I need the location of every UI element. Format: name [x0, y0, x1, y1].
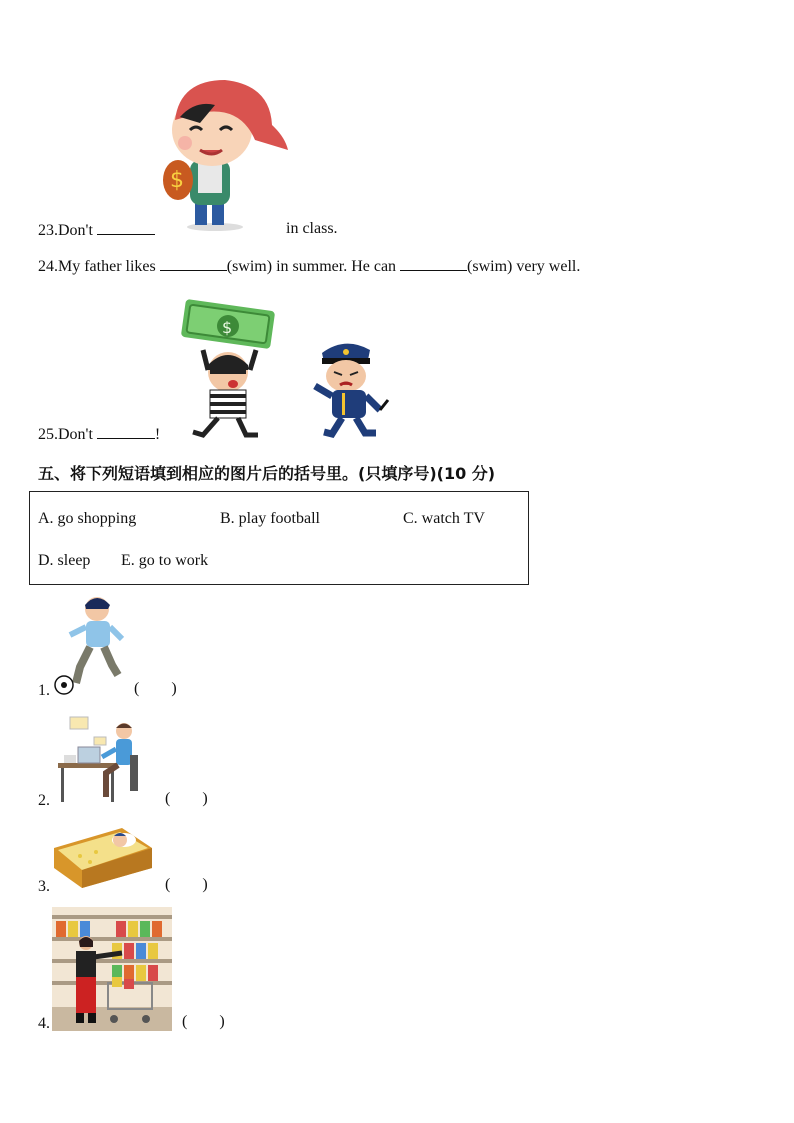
answer-blank[interactable]	[97, 424, 155, 439]
svg-text:$: $	[222, 318, 233, 337]
question-number: 23.	[38, 222, 58, 239]
boy-football-icon	[52, 595, 127, 695]
answer-paren-3[interactable]: ( )	[165, 876, 208, 893]
thief-with-money-icon	[178, 300, 278, 440]
answer-paren-2[interactable]: ( )	[165, 790, 208, 807]
question-number: 24.	[38, 258, 58, 275]
answer-blank[interactable]	[160, 256, 227, 271]
answer-blank[interactable]	[400, 256, 467, 271]
options-box	[29, 491, 529, 585]
option-e: E. go to work	[121, 552, 209, 569]
police-officer-icon	[310, 338, 395, 438]
option-d: D. sleep	[38, 552, 91, 569]
option-c: C. watch TV	[403, 510, 485, 527]
svg-text:$: $	[170, 168, 184, 193]
answer-blank[interactable]	[97, 220, 155, 235]
option-b: B. play football	[220, 510, 320, 527]
item-number-3: 3.	[38, 878, 50, 895]
question-23-ending: in class.	[286, 220, 338, 237]
item-number-2: 2.	[38, 792, 50, 809]
answer-paren-1[interactable]: ( )	[134, 680, 177, 697]
item-number-1: 1.	[38, 682, 50, 699]
woman-shopping-icon	[52, 907, 172, 1031]
man-office-desk-icon	[56, 715, 151, 805]
option-a: A. go shopping	[38, 510, 137, 527]
section-heading: 五、将下列短语填到相应的图片后的括号里。(只填序号)(10 分)	[38, 464, 496, 483]
question-23: 23.Don't	[38, 220, 155, 240]
item-number-4: 4.	[38, 1015, 50, 1032]
child-sleeping-icon	[52, 818, 154, 890]
question-25: 25.Don't !	[38, 426, 161, 443]
question-24: 24.My father likes (swim) in summer. He can (swim) very well.	[38, 258, 581, 275]
answer-paren-4[interactable]: ( )	[182, 1013, 225, 1030]
question-number: 25.	[38, 426, 58, 443]
boy-eating-icon	[160, 75, 290, 235]
